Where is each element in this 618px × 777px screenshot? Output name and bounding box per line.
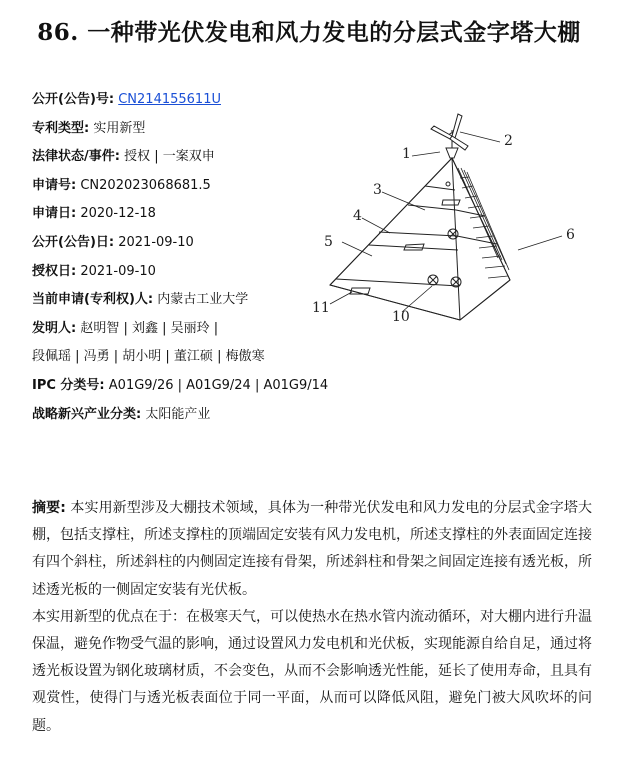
part-label-1: 1 [402,146,411,162]
inventors-row-2 [32,343,332,372]
applicant-row [32,286,332,315]
ipc-label: IPC 分类号: [32,377,105,393]
part-label-10: 10 [392,309,410,325]
abstract-label: 摘要: [32,500,66,516]
app-no-row [32,172,332,201]
grant-date-row [32,258,332,287]
pub-date-row [32,229,332,258]
part-label-3: 3 [373,182,382,198]
pyramid-greenhouse-drawing [300,108,600,338]
abstract-paragraph-1 [32,495,592,604]
pub-no-link[interactable]: CN214155611U [118,92,221,107]
ipc-row [32,372,332,401]
status-label: 法律状态/事件: [32,149,120,165]
app-date-row [32,200,332,229]
applicant-value: 内蒙古工业大学 [157,292,249,308]
abstract-text-2: 本实用新型的优点在于：在极寒天气，可以使热水在热水管内流动循环，对大棚内进行升温保温，避免作物受气温的影响，通过设置风力发电机和光伏板，实现能源自给自足，通过将透光板设置为钢化玻璃材质，不会变色，从而不会影响透光性能，延长了使用寿命，且具有观赏性，使得门与透光板表面位于同一平面，从而可以降低风阻，避免门被大风吹坏的问题。 [32,608,592,734]
type-row [32,115,332,144]
part-label-6: 6 [566,227,575,243]
inventors-value-2: 段佩瑶 | 冯勇 | 胡小明 | 董江硕 | 梅傲寒 [32,349,265,365]
industry-label: 战略新兴产业分类: [32,406,142,422]
app-no-value: CN202023068681.5 [80,177,211,193]
pub-date-value: 2021-09-10 [118,234,194,250]
inventors-row [32,315,332,344]
wind-turbine-icon [431,114,468,160]
part-label-4: 4 [353,208,362,224]
abstract-section [32,495,592,740]
grant-date-label: 授权日: [32,263,77,279]
part-label-5: 5 [324,234,333,250]
pub-no-label: 公开(公告)号: [32,92,115,107]
patent-metadata [32,86,332,429]
applicant-label: 当前申请(专利权)人: [32,292,154,308]
app-date-value: 2020-12-18 [80,206,156,222]
type-value: 实用新型 [93,120,146,136]
industry-row [32,401,332,430]
pub-no-row [32,86,332,115]
inventors-label: 发明人: [32,320,77,336]
inventors-value-1: 赵明智 | 刘鑫 | 吴丽玲 | [80,320,219,336]
status-row [32,143,332,172]
pub-date-label: 公开(公告)日: [32,234,115,250]
industry-value: 太阳能产业 [145,406,211,422]
app-no-label: 申请号: [32,177,77,193]
ipc-value: A01G9/26 | A01G9/24 | A01G9/14 [108,377,329,393]
part-label-2: 2 [504,133,513,149]
pyramid-frame [330,158,510,320]
part-label-11: 11 [312,300,330,316]
page-title: 86. 一种带光伏发电和风力发电的分层式金字塔大棚 [37,19,581,46]
grant-date-value: 2021-09-10 [80,263,156,279]
status-value: 授权 | 一案双申 [124,149,215,165]
abstract-text-1: 本实用新型涉及大棚技术领域，具体为一种带光伏发电和风力发电的分层式金字塔大棚，包括支撑柱，所述支撑柱的顶端固定安装有风力发电机，所述支撑柱的外表面固定连接有四个斜柱，所述斜柱的内侧固定连接有骨架，所述斜柱和骨架之间固定连接有透光板，所述透光板的一侧固定安装有光伏板。 [32,500,593,598]
abstract-paragraph-2 [32,604,592,740]
app-date-label: 申请日: [32,206,77,222]
type-label: 专利类型: [32,120,90,136]
